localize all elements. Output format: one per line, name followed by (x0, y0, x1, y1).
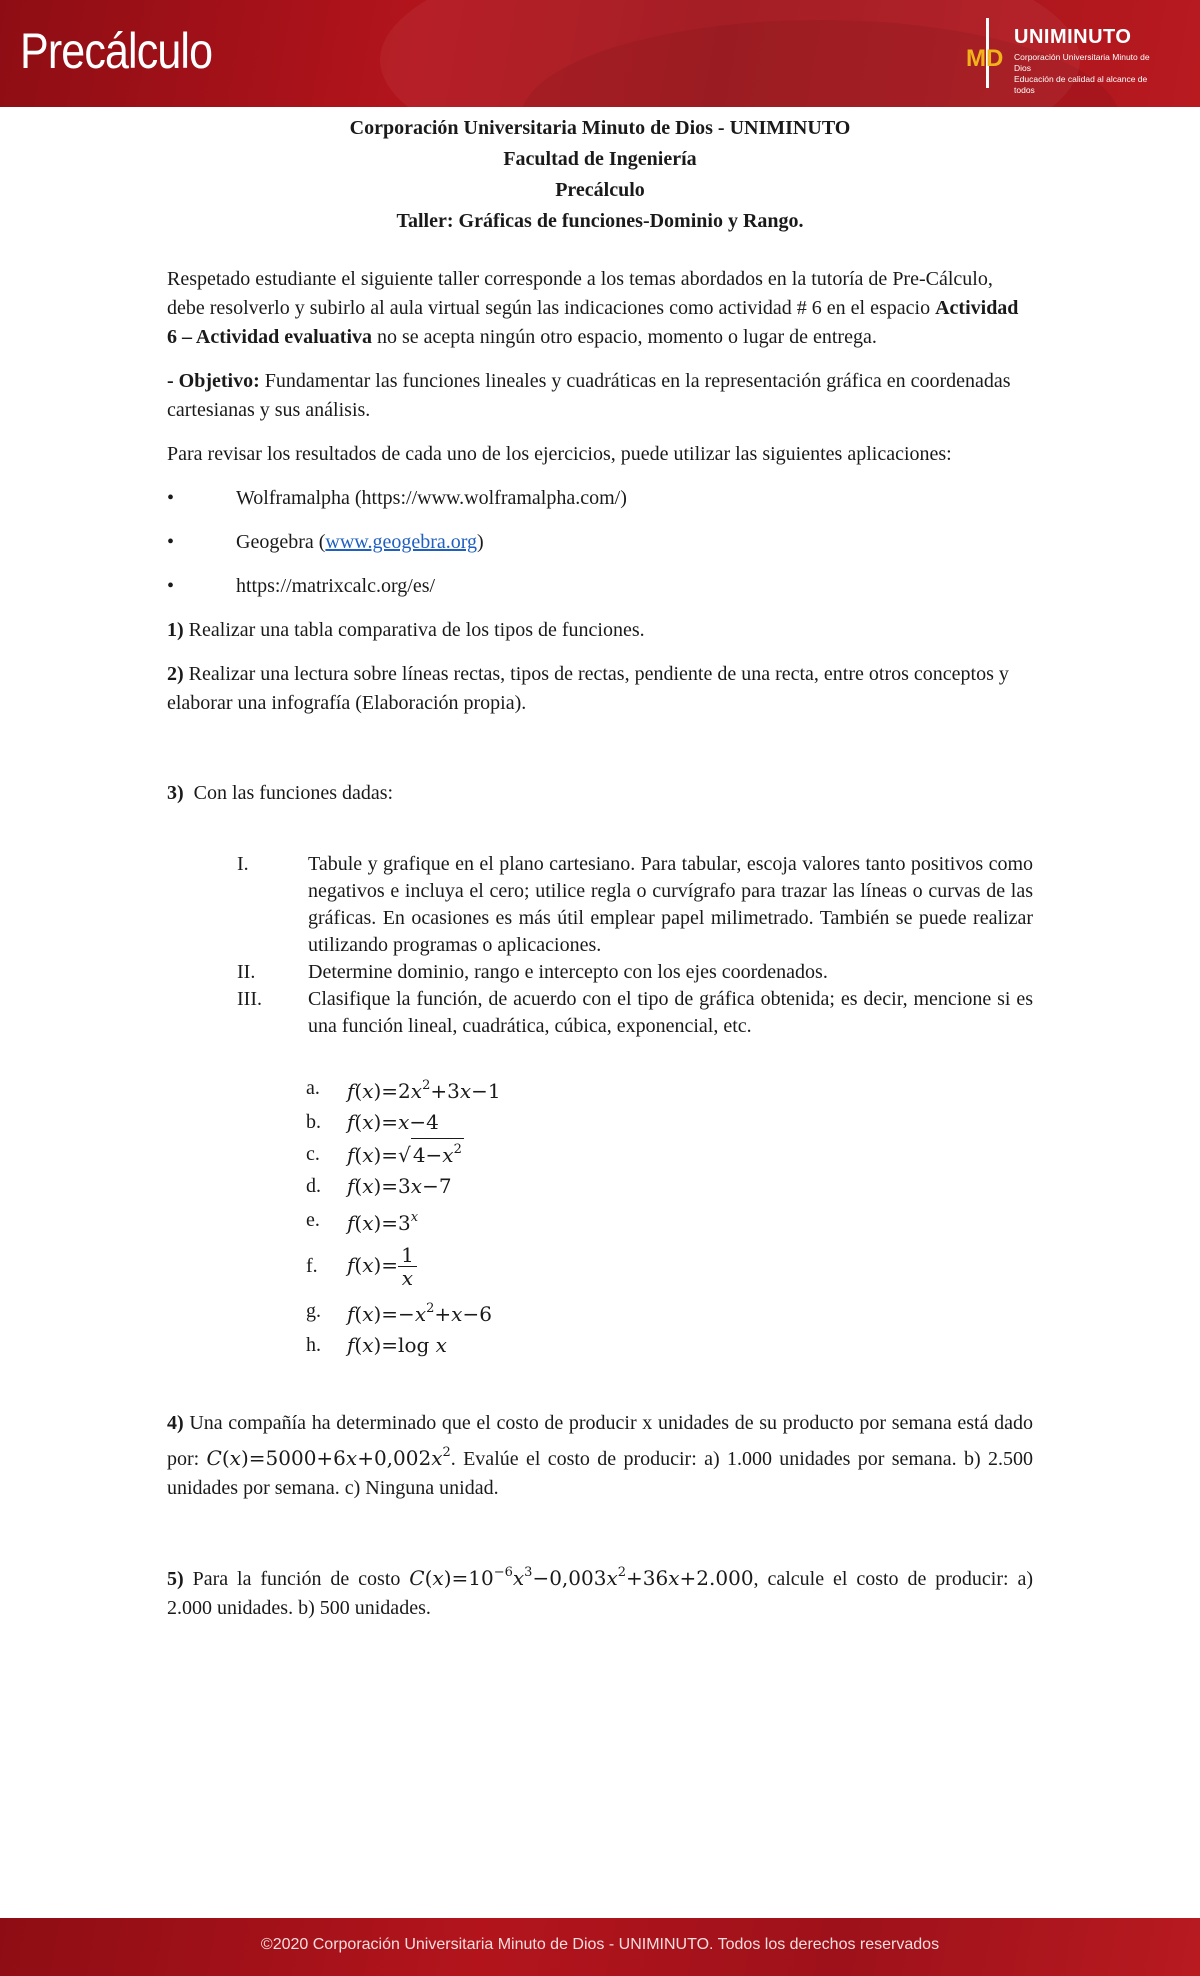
question-4: 4) Una compañía ha determinado que el costo de producir x unidades de su producto por semana está dado por: $C(x)=5000+6x+0,002x^2$. Evalúe el costo de producir: a) 1.000 unidades por semana. b) 2.500 unidades por semana. c) Ninguna unidad. (167, 1412, 1033, 1499)
function-f: f. f(x)= $\frac{1}{x}$ (306, 1239, 1033, 1293)
header-banner (0, 0, 1200, 107)
function-e-formula: $f(x)=3^x$ (347, 1210, 419, 1235)
svg-text:MD: MD (966, 45, 1004, 72)
tool-item-matrixcalc: • https://matrixcalc.org/es/ (167, 572, 1033, 601)
cost-function-q4: $C(x)=5000+6x+0,002x^2$ (206, 1445, 451, 1470)
function-g: g. $f(x)=-x^2+x-6$ (306, 1293, 1033, 1330)
header-title: Precálculo (20, 23, 213, 79)
copyright-text: ©2020 Corporación Universitaria Minuto de Dios - UNIMINUTO. Todos los derechos reservados (260, 1936, 940, 1953)
review-paragraph: Para revisar los resultados de cada uno de los ejercicios, puede utilizar las siguientes aplicaciones: (167, 443, 952, 465)
document-body (167, 113, 1033, 1623)
logo-subtitle (1014, 52, 1164, 96)
function-b: b. f(x)=x−4 (306, 1107, 1033, 1138)
instruction-list (237, 851, 1033, 1040)
cost-function-q5: $C(x)=10^{-6}x^3-0,003x^2+36x+2.000$ (409, 1565, 754, 1590)
workshop-title: Taller: Gráficas de funciones-Dominio y Rango. (396, 210, 804, 232)
function-a: a. $f(x)=2x^2+3x-1$ (306, 1070, 1033, 1107)
logo-subtitle-line2: Educación de calidad al alcance de todos (1014, 74, 1148, 95)
function-g-formula: $f(x)=-x^2+x-6$ (347, 1301, 492, 1326)
md-logo-icon (964, 16, 1008, 90)
objective-paragraph: - Objetivo: Fundamentar las funciones lineales y cuadráticas en la representación gráfica en coordenadas cartesianas y sus análisis. (167, 370, 1011, 421)
intro-paragraph: Respetado estudiante el siguiente taller corresponde a los temas abordados en la tutoría de Pre-Cálculo, debe resolverlo y subirlo al aula virtual según las indicaciones como actividad # 6 en el espacio Actividad 6 – Actividad evaluativa no se acepta ningún otro espacio, momento o lugar de entrega. (167, 268, 1019, 348)
title-block (167, 113, 1033, 237)
question-5: 5) Para la función de costo $C(x)=10^{-6}x^3-0,003x^2+36x+2.000$, calcule el costo de producir: a) 2.000 unidades. b) 500 unidades. (167, 1565, 1033, 1619)
question-3: 3) Con las funciones dadas: (167, 782, 394, 804)
logo-subtitle-line1: Corporación Universitaria Minuto de Dios (1014, 52, 1150, 73)
objective-label: - Objetivo: (167, 370, 260, 392)
function-d-formula: f(x)=3x−7 (347, 1174, 452, 1198)
function-c-formula: f(x)=√ $4-x^2$ (347, 1138, 464, 1171)
footer-banner (0, 1918, 1200, 1976)
bullet-icon: • (167, 487, 175, 509)
question-1: 1) Realizar una tabla comparativa de los tipos de funciones. (167, 619, 645, 641)
instruction-item: II. Determine dominio, rango e intercepto con los ejes coordenados. (237, 961, 828, 983)
function-h: h. f(x)=log x (306, 1330, 1033, 1361)
course-title: Precálculo (555, 179, 645, 201)
bullet-icon: • (167, 531, 175, 553)
function-c: c. f(x)=√ $4-x^2$ (306, 1138, 1033, 1171)
function-e: e. $f(x)=3^x$ (306, 1202, 1033, 1239)
uniminuto-logo (964, 16, 1164, 95)
function-a-formula: $f(x)=2x^2+3x-1$ (347, 1078, 501, 1103)
function-b-formula: f(x)=x−4 (347, 1110, 439, 1134)
function-list (306, 1070, 1033, 1361)
activity-name: Actividad 6 – Actividad evaluativa (167, 297, 1019, 348)
faculty-title: Facultad de Ingeniería (503, 148, 697, 170)
bullet-icon: • (167, 575, 175, 597)
tool-item-wolframalpha: • Wolframalpha (https://www.wolframalpha.com/) (167, 484, 1033, 513)
instruction-item: I. Tabule y grafique en el plano cartesiano. Para tabular, escoja valores tanto positivos como negativos e incluya el cero; utilice regla o curvígrafo para trazar las líneas o curvas de las gráficas. En ocasiones es más útil emplear papel milimetrado. También se puede realizar utilizando programas o aplicaciones. (237, 853, 1033, 956)
question-2: 2) Realizar una lectura sobre líneas rectas, tipos de rectas, pendiente de una recta, entre otros conceptos y elaborar una infografía (Elaboración propia). (167, 663, 1009, 714)
function-h-formula: f(x)=log x (347, 1333, 447, 1357)
function-f-formula: f(x)= $\frac{1}{x}$ (347, 1244, 417, 1289)
function-d: d. f(x)=3x−7 (306, 1171, 1033, 1202)
institution-title: Corporación Universitaria Minuto de Dios - UNIMINUTO (349, 117, 851, 139)
geogebra-link[interactable]: www.geogebra.org (325, 531, 478, 553)
logo-name: UNIMINUTO (1014, 26, 1132, 48)
instruction-item: III. Clasifique la función, de acuerdo con el tipo de gráfica obtenida; es decir, mencione si es una función lineal, cuadrática, cúbica, exponencial, etc. (237, 988, 1033, 1037)
tool-item-geogebra: • Geogebra (www.geogebra.org) (167, 528, 1033, 557)
